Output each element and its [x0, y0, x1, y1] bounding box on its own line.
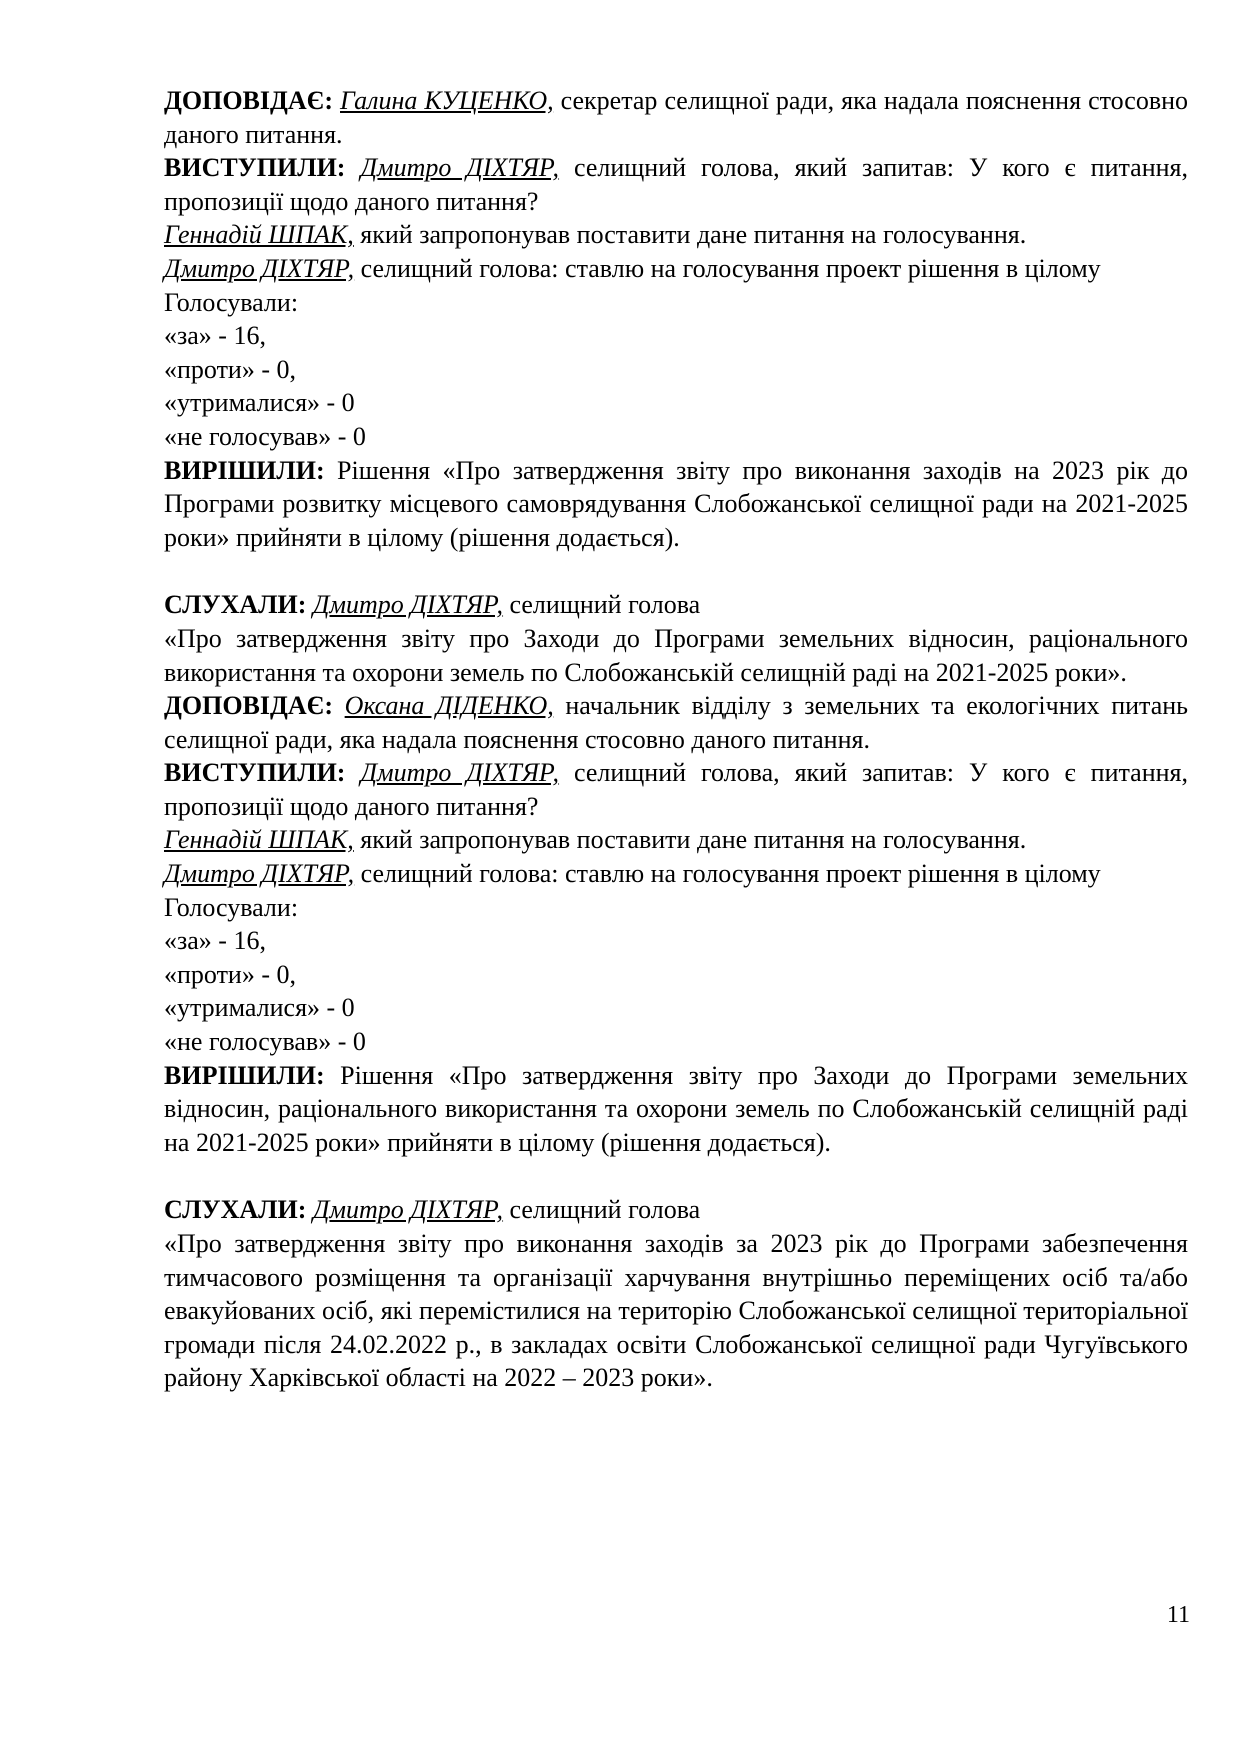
paragraph-text: селищний голова: ставлю на голосування проект рішення в цілому — [354, 253, 1101, 283]
page-number: 11 — [1166, 1602, 1190, 1628]
paragraph-text: начальник відділу з земельних та екологічних питань селищної ради, яка надала пояснення стосовно даного питання. — [164, 691, 1189, 754]
paragraph-heard — [164, 588, 1188, 622]
speaker-name: Дмитро ДІХТЯР, — [164, 253, 355, 283]
paragraph-text: селищний голова: ставлю на голосування проект рішення в цілому — [354, 859, 1101, 889]
vote-not-voted: «не голосував» - 0 — [164, 1027, 366, 1057]
vote-against: «проти» - 0, — [164, 354, 297, 384]
speaker-name: Дмитро ДІХТЯР, — [164, 859, 355, 889]
paragraph-heard — [164, 1193, 1188, 1227]
speaker-name: Галина КУЦЕНКО, — [340, 86, 554, 115]
label-heard: СЛУХАЛИ: — [164, 590, 307, 620]
paragraph-speakers — [164, 151, 1188, 218]
label-decided: ВИРІШИЛИ: — [164, 1060, 325, 1090]
paragraph-text: селищний голова — [503, 590, 701, 620]
vote-against: «проти» - 0, — [164, 959, 297, 989]
speaker-name: Дмитро ДІХТЯР, — [312, 590, 504, 620]
vote-not-voted: «не голосував» - 0 — [164, 421, 366, 451]
vote-for: «за» - 16, — [164, 926, 266, 956]
speaker-name: Дмитро ДІХТЯР, — [360, 758, 560, 788]
paragraph-topic: «Про затвердження звіту про виконання заходів за 2023 рік до Програми забезпечення тимчасового розміщення та організації харчування внутрішньо переміщених осіб та/або евакуйованих осіб, які перемістилися на територію Слобожанської селищної територіальної громади після 24.02.2022 р., в закладах освіти Слобожанської селищної ради Чугуївського району Харківської області на 2022 – 2023 роки». — [164, 1229, 1188, 1393]
speaker-name: Геннадій ШПАК, — [164, 825, 354, 855]
paragraph-proposal — [164, 823, 1188, 857]
label-reports: ДОПОВІДАЄ: — [164, 86, 333, 115]
vote-abstained: «утрималися» - 0 — [164, 388, 355, 418]
document-page — [164, 84, 1188, 1395]
label-spoke: ВИСТУПИЛИ: — [164, 758, 346, 788]
speaker-name: Дмитро ДІХТЯР, — [312, 1195, 504, 1225]
label-decided: ВИРІШИЛИ: — [164, 455, 325, 485]
speaker-name: Дмитро ДІХТЯР, — [360, 153, 560, 183]
paragraph-reporter — [164, 689, 1188, 756]
paragraph-text: Рішення «Про затвердження звіту про виконання заходів на 2023 рік до Програми розвитку місцевого самоврядування Слобожанської селищної ради на 2021-2025 роки» прийняти в цілому (рішення додається). — [164, 455, 1188, 552]
paragraph-vote-call — [164, 857, 1188, 891]
paragraph-vote-call — [164, 252, 1188, 286]
label-heard: СЛУХАЛИ: — [164, 1195, 307, 1225]
vote-heading: Голосували: — [164, 287, 299, 317]
speaker-name: Геннадій ШПАК, — [164, 220, 354, 250]
speaker-name: Оксана ДІДЕНКО, — [344, 691, 554, 721]
paragraph-decision — [164, 454, 1188, 555]
paragraph-decision — [164, 1059, 1188, 1160]
paragraph-reporter — [164, 84, 1188, 151]
paragraph-text: селищний голова, який запитав: У кого є питання, пропозиції щодо даного питання? — [164, 758, 1189, 821]
paragraph-topic: «Про затвердження звіту про Заходи до Програми земельних відносин, раціонального використання та охорони земель по Слобожанській селищній раді на 2021-2025 роки». — [164, 623, 1188, 687]
paragraph-text: Рішення «Про затвердження звіту про Заходи до Програми земельних відносин, раціонального використання та охорони земель по Слобожанській селищній раді на 2021-2025 роки» прийняти в цілому (рішення додається). — [164, 1060, 1188, 1157]
paragraph-text: селищний голова, який запитав: У кого є питання, пропозиції щодо даного питання? — [164, 153, 1189, 216]
paragraph-text: який запропонував поставити дане питання на голосування. — [353, 825, 1027, 855]
vote-heading: Голосували: — [164, 892, 299, 922]
paragraph-text: селищний голова — [503, 1195, 701, 1225]
vote-abstained: «утрималися» - 0 — [164, 993, 355, 1023]
section-gap — [164, 554, 1188, 588]
paragraph-speakers — [164, 756, 1188, 823]
paragraph-proposal — [164, 218, 1188, 252]
section-gap — [164, 1159, 1188, 1193]
label-reports: ДОПОВІДАЄ: — [164, 691, 333, 721]
vote-for: «за» - 16, — [164, 321, 266, 351]
paragraph-text: який запропонував поставити дане питання на голосування. — [353, 220, 1027, 250]
label-spoke: ВИСТУПИЛИ: — [164, 153, 346, 183]
paragraph-text: секретар селищної ради, яка надала пояснення стосовно даного питання. — [164, 86, 1189, 149]
